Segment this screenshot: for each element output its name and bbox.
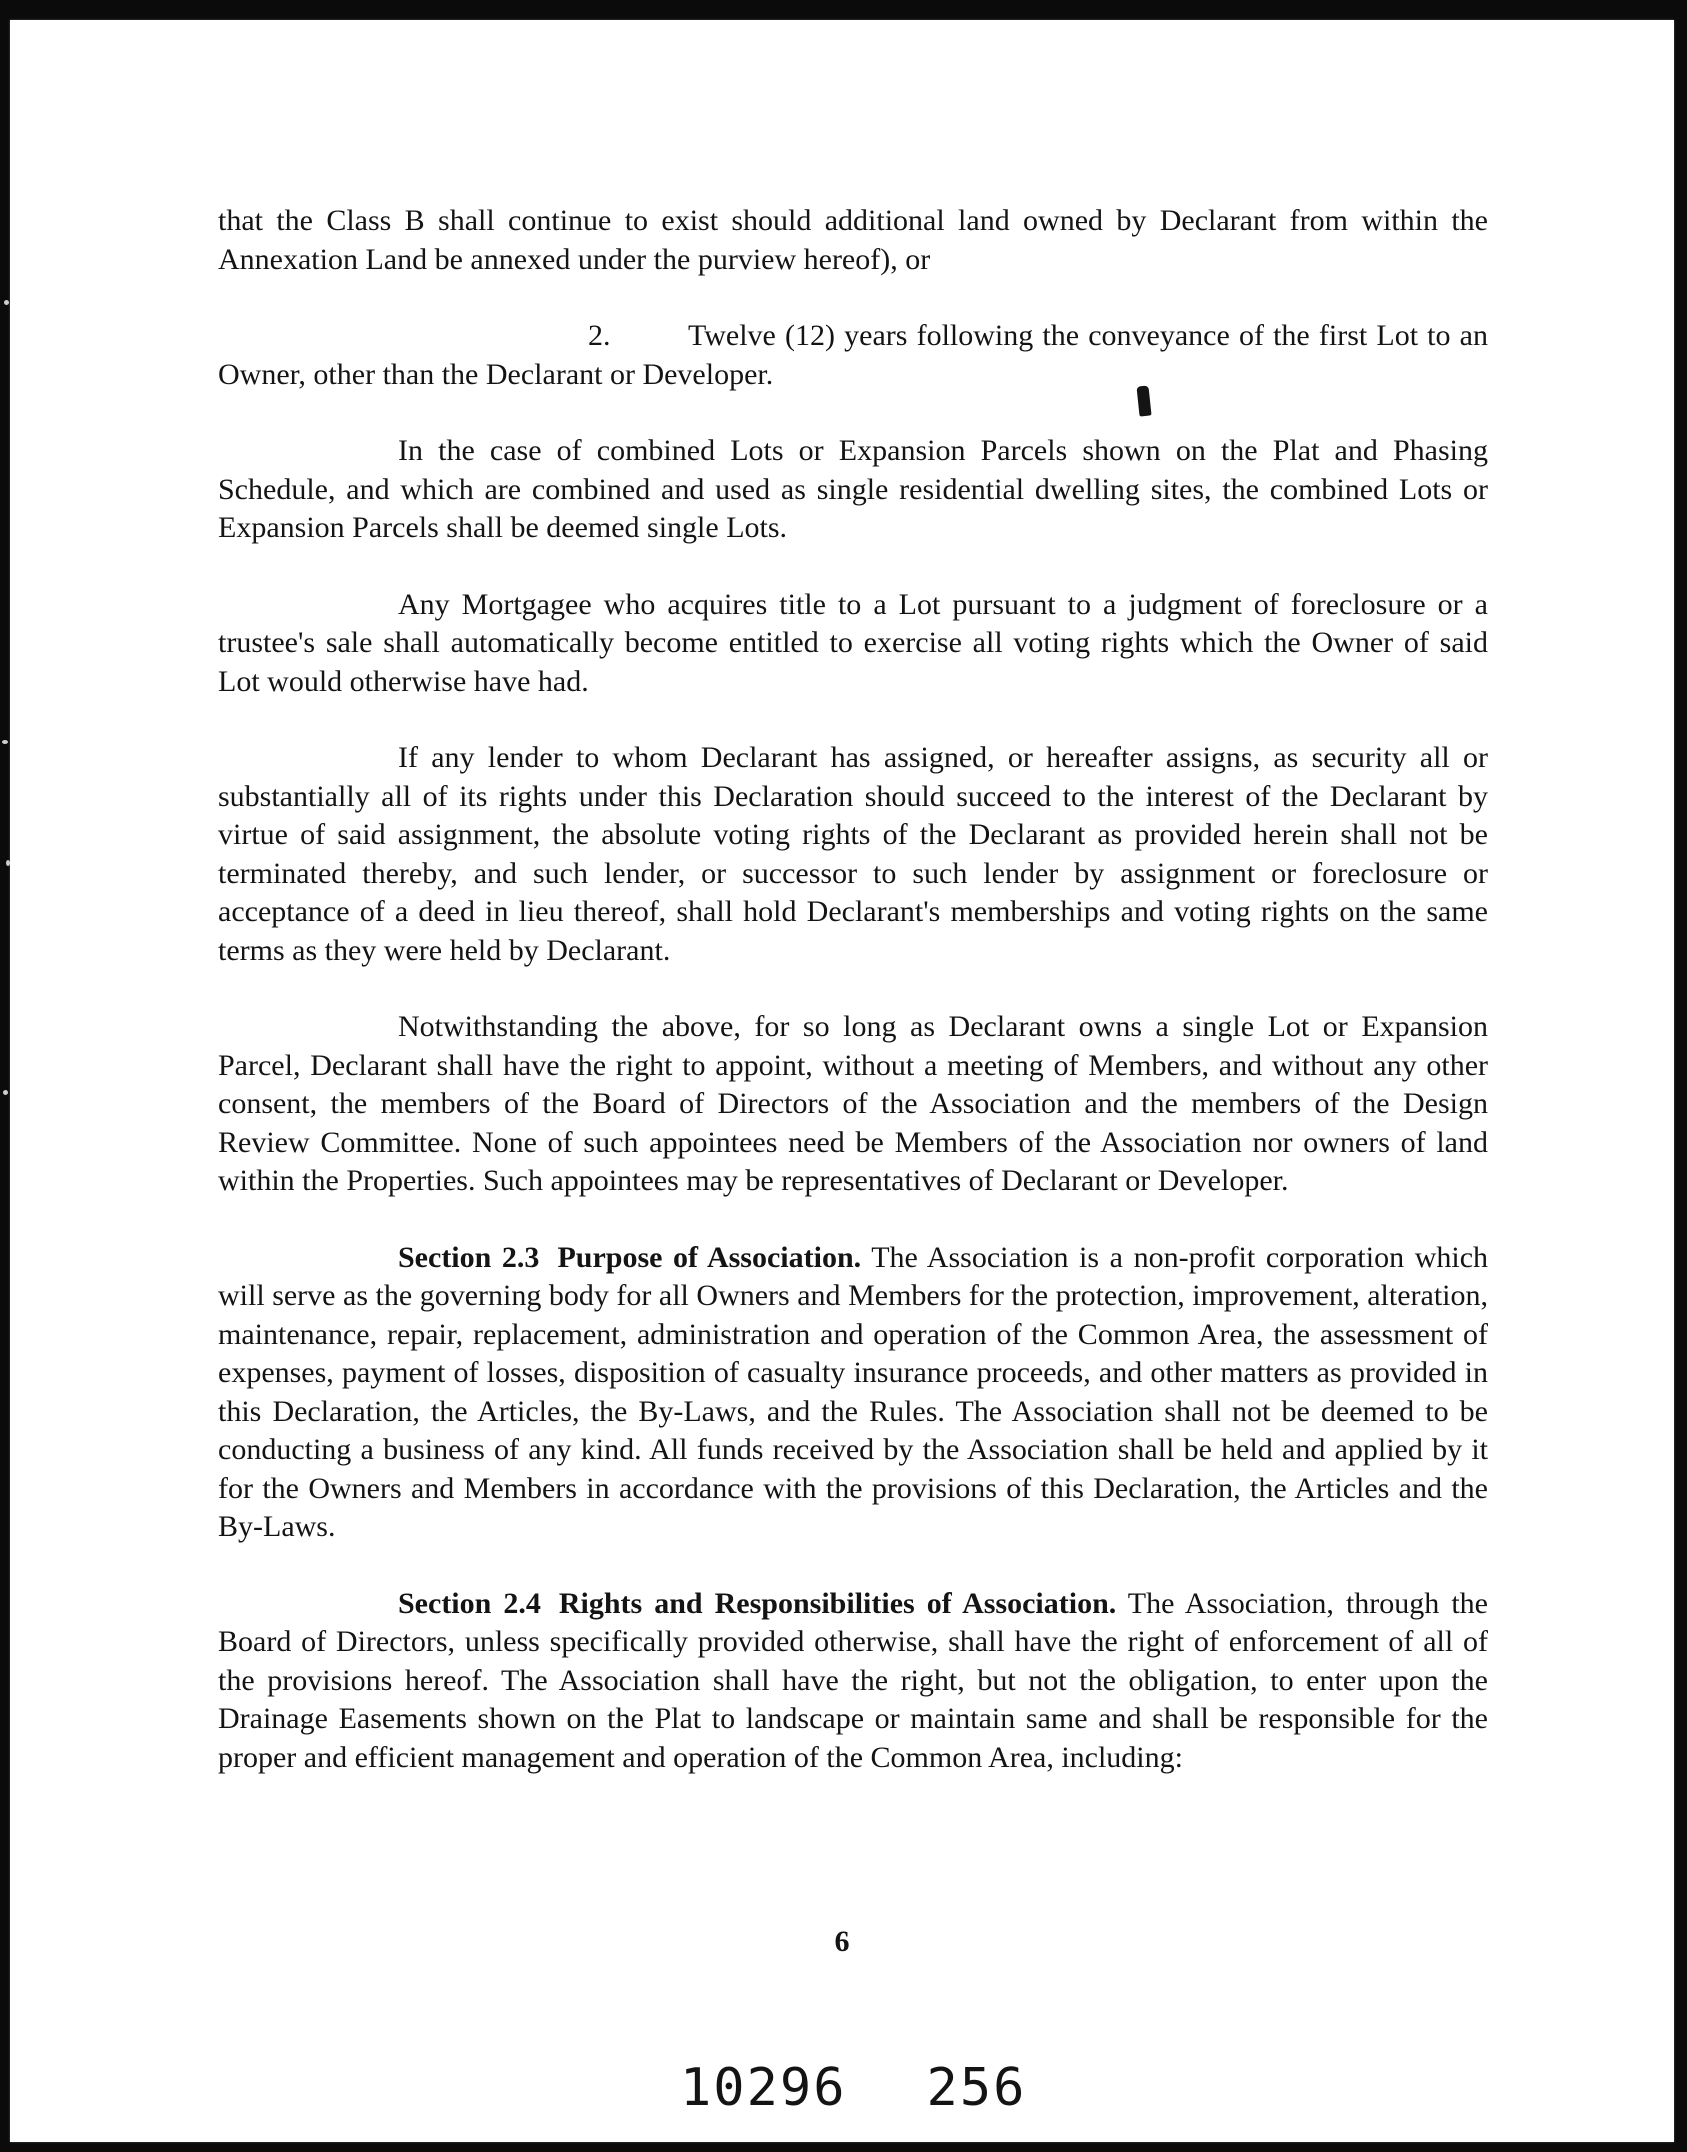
page-number: 6 — [834, 1925, 850, 1958]
section-2-4-number: Section 2.4 — [398, 1586, 541, 1620]
recording-book-number: 10296 — [680, 2058, 847, 2118]
item-number: 2. — [588, 319, 611, 352]
section-2-4 — [218, 1585, 1488, 1778]
section-2-3-number: Section 2.3 — [398, 1240, 540, 1274]
section-2-4-heading: Rights and Responsibilities of Association. — [558, 1586, 1117, 1620]
paragraph-combined-lots: In the case of combined Lots or Expansion Parcels shown on the Plat and Phasing Schedule, and which are combined and used as single residential dwelling sites, the combined Lots or Expansion Parcels shall be deemed single Lots. — [218, 434, 1488, 544]
item-2-text: Twelve (12) years following the conveyance of the first Lot to an Owner, other than the Declarant or Developer. — [218, 319, 1488, 391]
document-body — [218, 202, 1488, 1815]
recording-stamp — [680, 2058, 1026, 2118]
section-2-3-heading: Purpose of Association. — [557, 1240, 862, 1274]
scan-speck — [4, 300, 9, 305]
paragraph-class-b-continuation: that the Class B shall continue to exist should additional land owned by Declarant from within the Annexation Land be annexed under the purview hereof), or — [218, 204, 1488, 276]
scan-speck — [3, 1090, 8, 1095]
scan-speck — [6, 860, 10, 866]
section-2-4-text: The Association, through the Board of Directors, unless specifically provided otherwise, shall have the right of enforcement of all of the provisions hereof. The Association shall have the right, but not the obligation, to enter upon the Drainage Easements shown on the Plat to landscape or maintain same and shall be responsible for the proper and efficient management and operation of the Common Area, including: — [218, 1586, 1488, 1774]
document-page — [10, 20, 1674, 2142]
scan-speck — [2, 740, 8, 744]
paragraph-mortgagee: Any Mortgagee who acquires title to a Lot pursuant to a judgment of foreclosure or a trustee's sale shall automatically become entitled to exercise all voting rights which the Owner of said Lot would otherwise have had. — [218, 587, 1488, 698]
paragraph-lender: If any lender to whom Declarant has assigned, or hereafter assigns, as security all or substantially all of its rights under this Declaration should succeed to the interest of the Declarant by virtue of said assignment, the absolute voting rights of the Declarant as provided herein shall not be terminated thereby, and such lender, or successor to such lender by assignment or foreclosure or acceptance of a deed in lieu thereof, shall hold Declarant's memberships and voting rights on the same terms as they were held by Declarant. — [218, 741, 1488, 967]
section-2-3-text: The Association is a non-profit corporation which will serve as the governing body for all Owners and Members for the protection, improvement, alteration, maintenance, repair, replacement, administration and operation of the Common Area, the assessment of expenses, payment of losses, disposition of casualty insurance proceeds, and other matters as provided in this Declaration, the Articles, the By-Laws, and the Rules. The Association shall not be deemed to be conducting a business of any kind. All funds received by the Association shall be held and applied by it for the Owners and Members in accordance with the provisions of this Declaration, the Articles and the By-Laws. — [218, 1240, 1489, 1543]
paragraph-item-2 — [218, 317, 1488, 394]
paragraph-notwithstanding: Notwithstanding the above, for so long as Declarant owns a single Lot or Expansion Parcel, Declarant shall have the right to appoint, without a meeting of Members, and without any other consent, the members of the Board of Directors of the Association and the members of the Design Review Committee. None of such appointees need be Members of the Association nor owners of land within the Properties. Such appointees may be representatives of Declarant or Developer. — [218, 1010, 1488, 1197]
recording-page-number: 256 — [926, 2058, 1027, 2118]
section-2-3 — [218, 1239, 1488, 1547]
